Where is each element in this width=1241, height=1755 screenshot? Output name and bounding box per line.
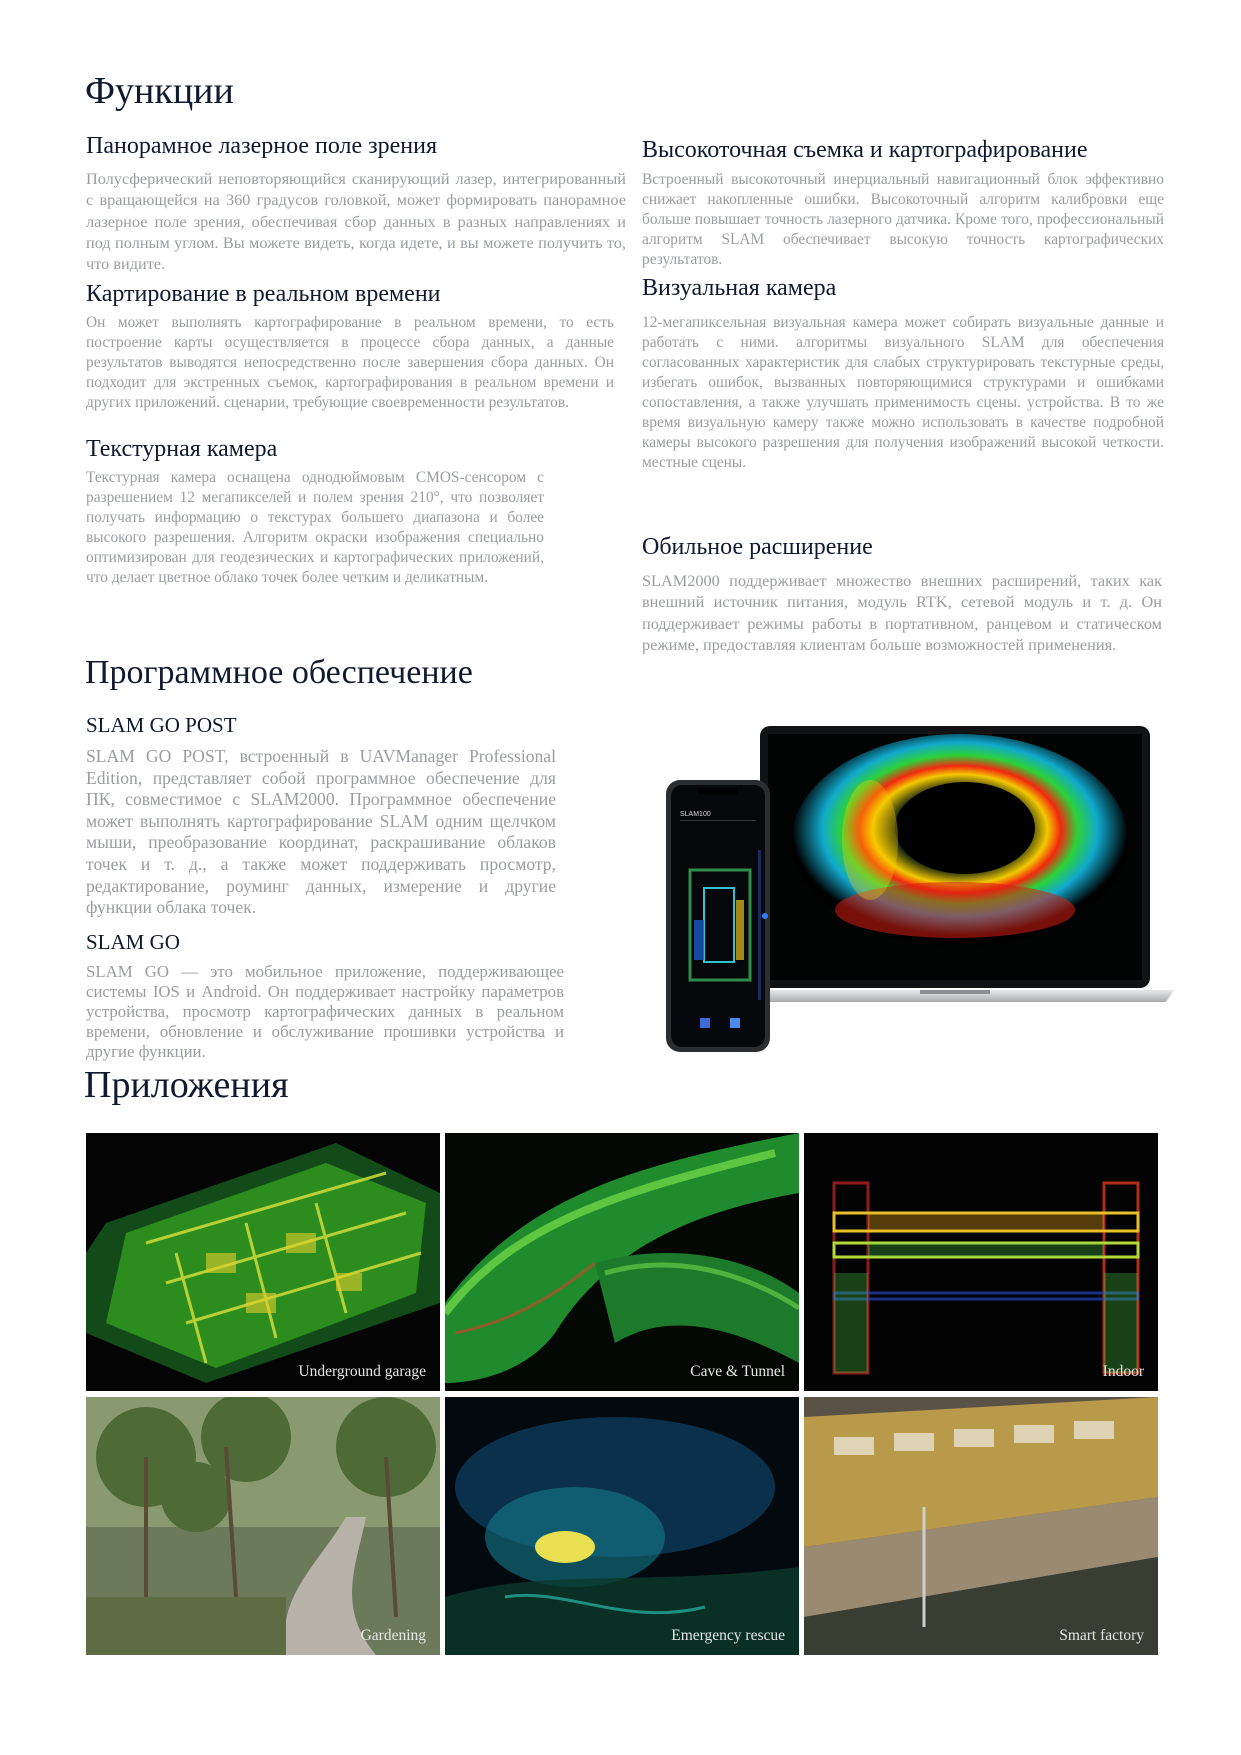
tile-caption-cave-tunnel: Cave & Tunnel <box>690 1363 785 1380</box>
devices-illustration <box>660 720 1180 1055</box>
tile-underground-garage <box>86 1133 440 1391</box>
applications-title: Приложения <box>84 1064 289 1106</box>
tile-caption-indoor: Indoor <box>1102 1363 1144 1380</box>
feature-title-panoramic: Панорамное лазерное поле зрения <box>86 133 438 159</box>
tile-caption-smart-factory: Smart factory <box>1059 1627 1144 1644</box>
software-text-slam-go: SLAM GO — это мобильное приложение, поддерживающее системы IOS и Android. Он поддерживает настройку параметров устройства, просмотр картографических данных в реальном времени, обновление и обслуживание прошивки устройства и другие функции. <box>86 962 564 1061</box>
functions-title: Функции <box>85 70 234 112</box>
feature-text-visual-camera: 12-мегапиксельная визуальная камера может собирать визуальные данные и работать с ними. алгоритмы визуального SLAM для обеспечения согласованных характеристик для слабых структурировать текстурные среды, избегать ошибок, вызванных повторяющимися структурами и ошибками сопоставления, а также улучшать применимость сцены. устройства. В то же время визуальную камеру также можно использовать в качестве подробной камеры высокого разрешения для получения изображений высокой четкости. местные сцены. <box>642 314 1164 471</box>
tile-smart-factory <box>804 1397 1158 1655</box>
feature-title-texture-camera: Текстурная камера <box>86 436 278 462</box>
feature-title-realtime: Картирование в реальном времени <box>86 281 441 307</box>
tile-emergency-rescue <box>445 1397 799 1655</box>
underground-garage-image <box>86 1133 440 1391</box>
feature-title-precision: Высокоточная съемка и картографирование <box>642 137 1088 163</box>
tile-cave-tunnel <box>445 1133 799 1391</box>
smart-factory-image <box>804 1397 1158 1655</box>
software-text-slam-go-post: SLAM GO POST, встроенный в UAVManager Professional Edition, представляет собой программное обеспечение для ПК, совместимое с SLAM2000. Программное обеспечение может выполнять картографирование SLAM одним щелчком мыши, преобразование координат, раскрашивание облаков точек и т. д., а также может поддерживать просмотр, редактирование, роуминг данных, измерение и другие функции облака точек. <box>86 746 556 918</box>
feature-text-expansion: SLAM2000 поддерживает множество внешних расширений, таких как внешний источник питания, модуль RTK, сетевой модуль и т. д. Он поддерживает режимы работы в портативном, ранцевом и статическом режиме, предоставляя клиентам больше возможностей применения. <box>642 571 1162 654</box>
software-title-slam-go: SLAM GO <box>86 930 180 954</box>
feature-text-panoramic: Полусферический неповторяющийся сканирующий лазер, интегрированный с вращающейся на 360 градусов головкой, может формировать панорамное лазерное поле зрения, обеспечивая сбор данных в разных направлениях и под полным углом. Вы можете видеть, когда идете, и вы можете получить то, что видите. <box>86 169 626 274</box>
applications-grid <box>86 1133 1158 1655</box>
tile-gardening <box>86 1397 440 1655</box>
feature-text-texture-camera: Текстурная камера оснащена однодюймовым CMOS-сенсором с разрешением 12 мегапикселей и полем зрения 210°, что позволяет получать информацию о текстурах большего диапазона и более высокого разрешения. Алгоритм окраски изображения специально оптимизирован для геодезических и картографических приложений, что делает цветное облако точек более четким и деликатным. <box>86 469 544 586</box>
feature-text-precision: Встроенный высокоточный инерциальный навигационный блок эффективно снижает накопленные ошибки. Высокоточный алгоритм калибровки еще больше повышает точность лазерного датчика. Кроме того, профессиональный алгоритм SLAM обеспечивает высокую точность картографических результатов. <box>642 171 1164 268</box>
tile-caption-emergency-rescue: Emergency rescue <box>671 1627 785 1644</box>
phone-app-label: SLAM100 <box>680 811 711 818</box>
feature-text-realtime: Он может выполнять картографирование в реальном времени, то есть построение карты осуществляется в процессе сбора данных, а данные результатов выводятся непосредственно после завершения сбора данных. Он подходит для экстренных съемок, картографирования в реальном времени и других приложений. сценарии, требующие своевременности результатов. <box>86 314 614 411</box>
tile-indoor <box>804 1133 1158 1391</box>
tile-caption-underground-garage: Underground garage <box>298 1363 426 1380</box>
feature-title-expansion: Обильное расширение <box>642 534 873 560</box>
tile-caption-gardening: Gardening <box>360 1627 426 1644</box>
emergency-rescue-image <box>445 1397 799 1655</box>
cave-tunnel-image <box>445 1133 799 1391</box>
feature-title-visual-camera: Визуальная камера <box>642 275 837 301</box>
gardening-image <box>86 1397 440 1655</box>
indoor-image <box>804 1133 1158 1391</box>
software-title-slam-go-post: SLAM GO POST <box>86 713 237 737</box>
software-title: Программное обеспечение <box>85 654 473 691</box>
